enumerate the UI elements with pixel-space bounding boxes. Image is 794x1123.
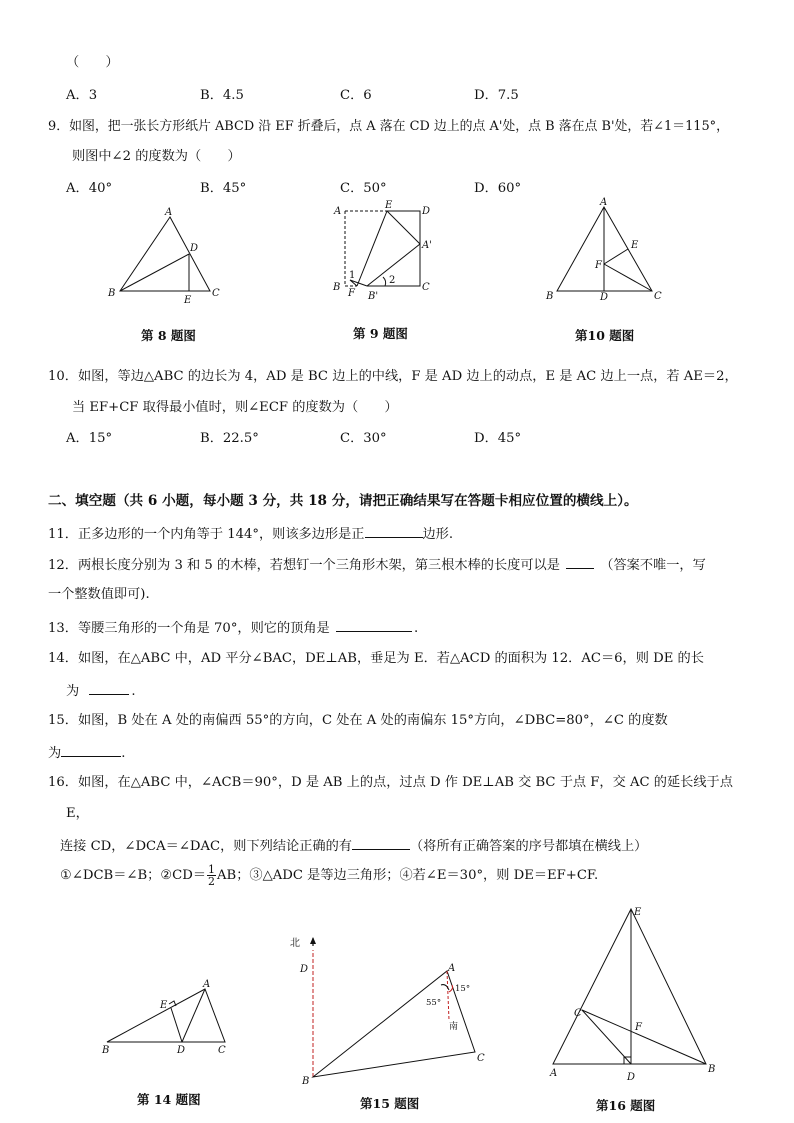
q12-text-after: （答案不唯一，写 — [600, 558, 706, 573]
fig10-label-d: D — [600, 292, 609, 303]
fig15-label-b: B — [302, 1076, 310, 1087]
q9-option-d: D．60° — [474, 181, 522, 196]
q9-option-a: A．40° — [66, 181, 113, 196]
fig9-label-b-prime: B' — [368, 291, 379, 302]
q9-option-b: B．45° — [200, 181, 247, 196]
q10-option-c: C．30° — [340, 431, 387, 446]
fig15-label-south: 南 — [449, 1022, 459, 1032]
fig15-caption: 第15 题图 — [360, 1096, 420, 1111]
fig16-label-e: E — [634, 907, 642, 918]
q11-text-before: 11．正多边形的一个内角等于 144°，则该多边形是正 — [48, 527, 365, 542]
fig9-label-a-prime: A' — [422, 240, 432, 251]
fig10-label-a: A — [600, 197, 608, 208]
q12-text-before: 12．两根长度分别为 3 和 5 的木棒，若想钉一个三角形木架，第三根木棒的长度可以是 — [48, 558, 560, 573]
q9-option-c: C．50° — [340, 181, 387, 196]
fig9-label-d: D — [422, 206, 431, 217]
fig14-caption: 第 14 题图 — [137, 1092, 201, 1107]
fig8-label-c: C — [212, 288, 220, 299]
fig15-label-15deg: 15° — [455, 984, 471, 994]
fig14-label-c: C — [218, 1045, 226, 1056]
fig8-caption: 第 8 题图 — [141, 328, 196, 343]
fig16-label-d: D — [627, 1072, 636, 1083]
fig9-label-b: B — [333, 282, 341, 293]
fig10-label-e: E — [631, 240, 639, 251]
q12-line2: 一个整数值即可). — [48, 587, 150, 602]
q10-stem-line2: 当 EF+CF 取得最小值时，则∠ECF 的度数为（ ） — [72, 400, 398, 415]
fig8-label-e: E — [184, 295, 192, 306]
q10-option-a: A．15° — [66, 431, 113, 446]
fig9-label-c: C — [422, 282, 430, 293]
fig8-label-b: B — [108, 288, 116, 299]
q9-stem-line2: 则图中∠2 的度数为（ ） — [72, 149, 241, 164]
fig15-label-a: A — [448, 963, 456, 974]
q14-text-after: . — [131, 684, 136, 699]
q10-option-d: D．45° — [474, 431, 522, 446]
q10-stem-line1: 10．如图，等边△ABC 的边长为 4，AD 是 BC 边上的中线，F 是 AD 边上的动点，E 是 AC 边上一点，若 AE＝2， — [48, 369, 738, 384]
q10-option-b: B．22.5° — [200, 431, 259, 446]
fraction-one-half: $\frac{1}{2}$ — [208, 863, 216, 888]
fig14-label-a: A — [203, 979, 211, 990]
q15-text-before: 为 — [48, 746, 62, 761]
fig9-label-e: E — [385, 200, 393, 211]
fig14-label-b: B — [102, 1045, 110, 1056]
fig10-label-f: F — [595, 260, 602, 271]
q8-option-d: D．7.5 — [474, 88, 519, 103]
q15-line1: 15．如图，B 处在 A 处的南偏西 55°的方向，C 处在 A 处的南偏东 15°方向，∠DBC=80°，∠C 的度数 — [48, 713, 668, 728]
fig15-label-c: C — [477, 1053, 485, 1064]
fig15-label-55deg: 55° — [426, 998, 442, 1008]
fig8-label-d: D — [190, 243, 199, 254]
fig9-label-a: A — [334, 206, 342, 217]
fig16-label-c: C — [574, 1008, 582, 1019]
fig9-caption: 第 9 题图 — [353, 326, 408, 341]
fig15-label-north: 北 — [290, 938, 300, 949]
figure-16-lines — [553, 909, 706, 1064]
fig8-label-a: A — [165, 207, 173, 218]
q13-text-before: 13．等腰三角形的一个角是 70°，则它的顶角是 — [48, 621, 330, 636]
q16-conclusions-b: AB；③△ADC 是等边三角形；④若∠E＝30°，则 DE＝EF+CF. — [217, 868, 599, 883]
q13-text-after: . — [413, 621, 419, 636]
q16-line2: E， — [66, 806, 89, 821]
q14-text-before: 为 — [66, 684, 80, 699]
q8-option-c: C．6 — [340, 88, 372, 103]
fig15-label-d: D — [300, 964, 309, 975]
fig10-label-b: B — [546, 291, 554, 302]
fig9-label-f: F — [348, 288, 355, 299]
fig16-label-a: A — [550, 1068, 558, 1079]
fig16-label-f: F — [635, 1022, 642, 1033]
q8-option-a: A．3 — [66, 88, 98, 103]
fig10-caption: 第10 题图 — [575, 328, 635, 343]
q16-line1: 16．如图，在△ABC 中，∠ACB＝90°，D 是 AB 上的点，过点 D 作 DE⊥AB 交 BC 于点 F，交 AC 的延长线于点 — [48, 775, 733, 790]
q8-paren: （ ） — [66, 55, 119, 70]
fig14-label-e: E — [160, 1000, 168, 1011]
q15-text-after: . — [121, 746, 126, 761]
fig9-label-angle1: 1 — [349, 270, 356, 281]
q16-text-before: 连接 CD，∠DCA＝∠DAC，则下列结论正确的有 — [60, 839, 352, 854]
fig16-label-b: B — [708, 1064, 716, 1075]
fig10-label-c: C — [654, 291, 662, 302]
section2-heading: 二、填空题（共 6 小题，每小题 3 分，共 18 分，请把正确结果写在答题卡相应位置的横线上）。 — [48, 493, 638, 509]
q11-text-after: 边形. — [422, 527, 454, 542]
q14-line1: 14．如图，在△ABC 中，AD 平分∠BAC，DE⊥AB，垂足为 E．若△ACD 的面积为 12．AC＝6，则 DE 的长 — [48, 651, 704, 666]
q16-text-after: （将所有正确答案的序号都填在横线上） — [409, 839, 648, 854]
fig16-caption: 第16 题图 — [596, 1098, 656, 1113]
q9-stem-line1: 9．如图，把一张长方形纸片 ABCD 沿 EF 折叠后，点 A 落在 CD 边上的点 A'处，点 B 落在点 B'处，若∠1＝115°， — [48, 119, 730, 134]
q16-conclusions-a: ①∠DCB＝∠B；②CD＝ — [60, 868, 207, 883]
fig9-label-angle2: 2 — [389, 275, 396, 286]
q8-option-b: B．4.5 — [200, 88, 244, 103]
fig14-label-d: D — [177, 1045, 186, 1056]
